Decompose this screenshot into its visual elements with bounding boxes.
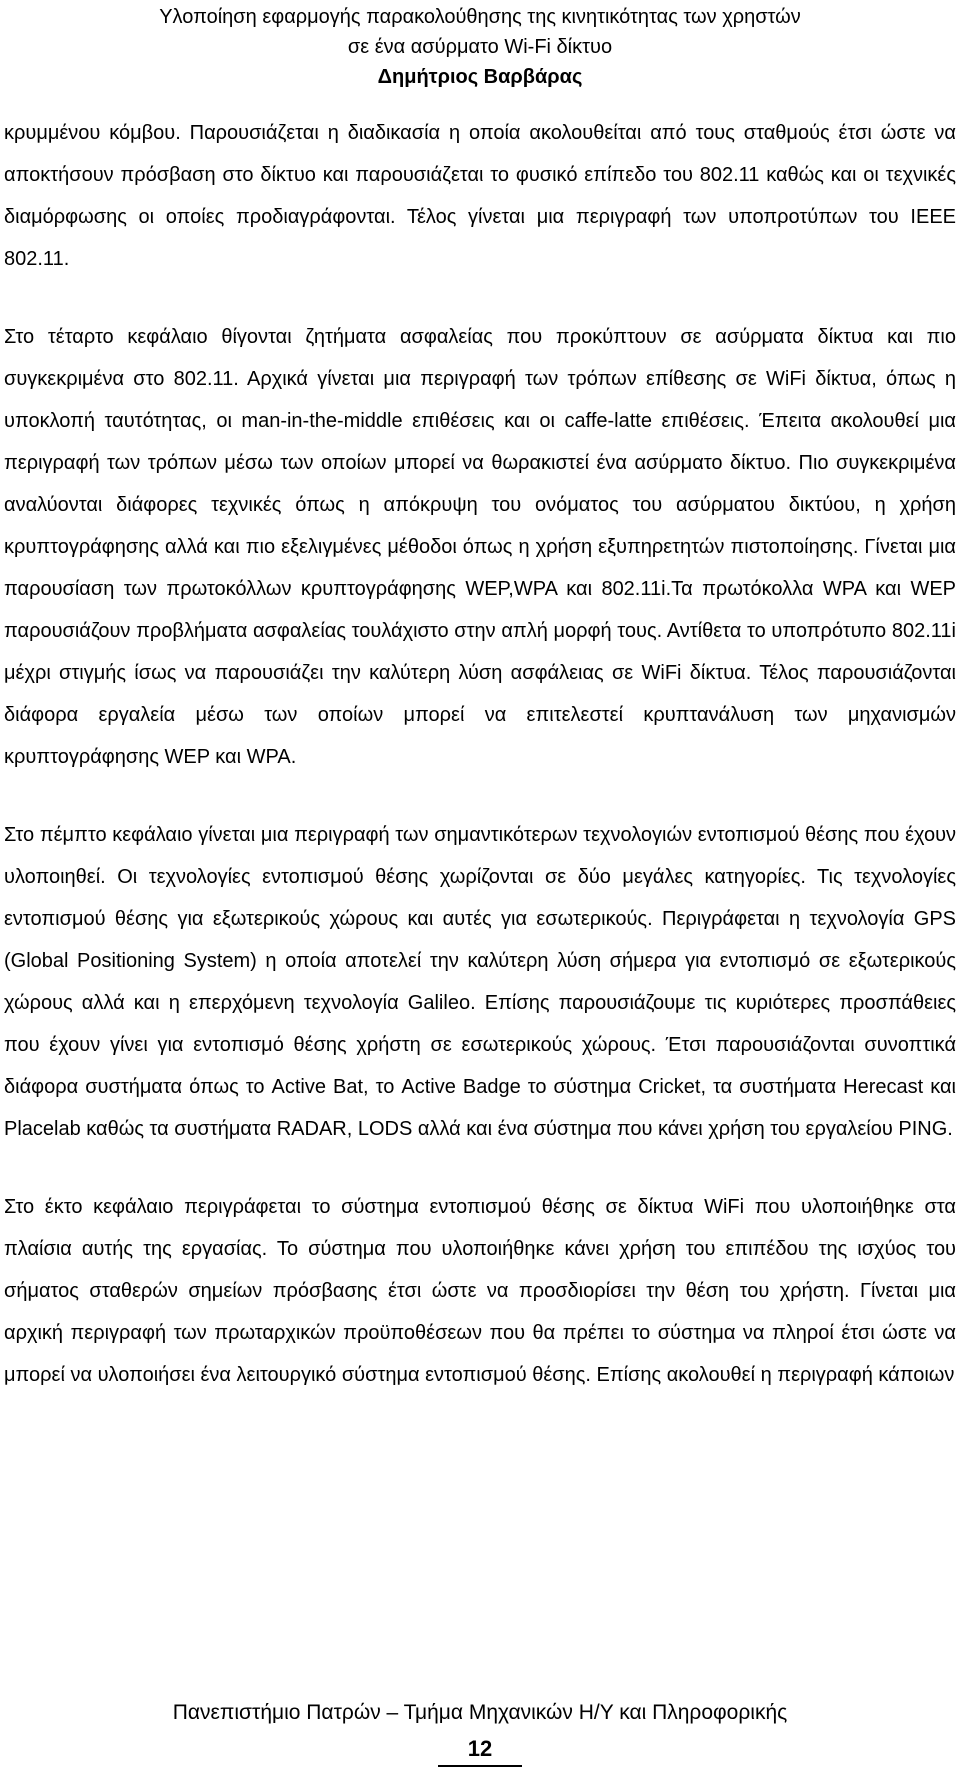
paragraph-1: κρυμμένου κόμβου. Παρουσιάζεται η διαδικασία η οποία ακολουθείται από τους σταθμούς έτσι ώστε να αποκτήσουν πρόσβαση στο δίκτυο και παρουσιάζεται το φυσικό επίπεδο του 802.11 καθώς και οι τεχνικές διαμόρφωσης οι οποίες προδιαγράφονται. Τέλος γίνεται μια περιγραφή των υποπροτύπων του IEEE 802.11. xyxy=(4,122,956,270)
header-author: Δημήτριος Βαρβάρας xyxy=(377,66,583,88)
page-header xyxy=(0,2,960,92)
paragraph-4: Στο έκτο κεφάλαιο περιγράφεται το σύστημα εντοπισμού θέσης σε δίκτυα WiFi που υλοποιήθηκε στα πλαίσια αυτής της εργασίας. Το σύστημα που υλοποιήθηκε κάνει χρήση του επιπέδου της ισχύος του σήματος σταθερών σημείων πρόσβασης έτσι ώστε να προσδιορίσει την θέση του χρήστη. Γίνεται μια αρχική περιγραφή των πρωταρχικών προϋποθέσεων που θα πρέπει το σύστημα να πληροί έτσι ώστε να μπορεί να υλοποιήσει ένα λειτουργικό σύστημα εντοπισμού θέσης. Επίσης ακολουθεί η περιγραφή κάποιων xyxy=(4,1196,956,1386)
page-footer: Πανεπιστήμιο Πατρών – Τμήμα Μηχανικών Η/Υ και Πληροφορικής xyxy=(172,1701,788,1724)
page-number-underline xyxy=(438,1765,522,1767)
paragraph-2: Στο τέταρτο κεφάλαιο θίγονται ζητήματα ασφαλείας που προκύπτουν σε ασύρματα δίκτυα και πιο συγκεκριμένα στο 802.11. Αρχικά γίνεται μια περιγραφή των τρόπων επίθεσης σε WiFi δίκτυα, όπως η υποκλοπή ταυτότητας, οι man-in-the-middle επιθέσεις και οι caffe-latte επιθέσεις. Έπειτα ακολουθεί μια περιγραφή των τρόπων μέσω των οποίων μπορεί να θωρακιστεί ένα ασύρματο δίκτυο. Πιο συγκεκριμένα αναλύονται διάφορες τεχνικές όπως η απόκρυψη του ονόματος του ασύρματου δικτύου, η χρήση κρυπτογράφησης αλλά και πιο εξελιγμένες μέθοδοι όπως η χρήση εξυπηρετητών πιστοποίησης. Γίνεται μια παρουσίαση των πρωτοκόλλων κρυπτογράφησης WEP,WPA και 802.11i.Τα πρωτόκολλα WPA και WEP παρουσιάζουν προβλήματα ασφαλείας τουλάχιστο στην απλή μορφή τους. Αντίθετα το υποπρότυπο 802.11i μέχρι στιγμής ίσως να παρουσιάζει την καλύτερη λύση ασφάλειας σε WiFi δίκτυα. Τέλος παρουσιάζονται διάφορα εργαλεία μέσω των οποίων μπορεί να επιτελεστεί κρυπτανάλυση των μηχανισμών κρυπτογράφησης WEP και WPA. xyxy=(4,326,956,768)
document-body xyxy=(0,112,960,1432)
page-number: 12 xyxy=(467,1736,493,1761)
paragraph-3: Στο πέμπτο κεφάλαιο γίνεται μια περιγραφή των σημαντικότερων τεχνολογιών εντοπισμού θέσης που έχουν υλοποιηθεί. Οι τεχνολογίες εντοπισμού θέσης χωρίζονται σε δύο μεγάλες κατηγορίες. Τις τεχνολογίες εντοπισμού θέσης για εξωτερικούς χώρους και αυτές για εσωτερικούς. Περιγράφεται η τεχνολογία GPS (Global Positioning System) η οποία αποτελεί την καλύτερη λύση σήμερα για εντοπισμό σε εξωτερικούς χώρους αλλά και η επερχόμενη τεχνολογία Galileo. Επίσης παρουσιάζουμε τις κυριότερες προσπάθειες που έχουν γίνει για εντοπισμό θέσης χρήστη σε εσωτερικούς χώρους. Έτσι παρουσιάζονται συνοπτικά διάφορα συστήματα όπως το Active Bat, το Active Badge το σύστημα Cricket, τα συστήματα Herecast και Placelab καθώς τα συστήματα RADAR, LODS αλλά και ένα σύστημα που κάνει χρήση του εργαλείου PING. xyxy=(4,824,957,1140)
header-title-line-2: σε ένα ασύρματο Wi-Fi δίκτυο xyxy=(347,36,613,58)
header-title-line-1: Υλοποίηση εφαρμογής παρακολούθησης της κινητικότητας των χρηστών xyxy=(159,6,801,28)
